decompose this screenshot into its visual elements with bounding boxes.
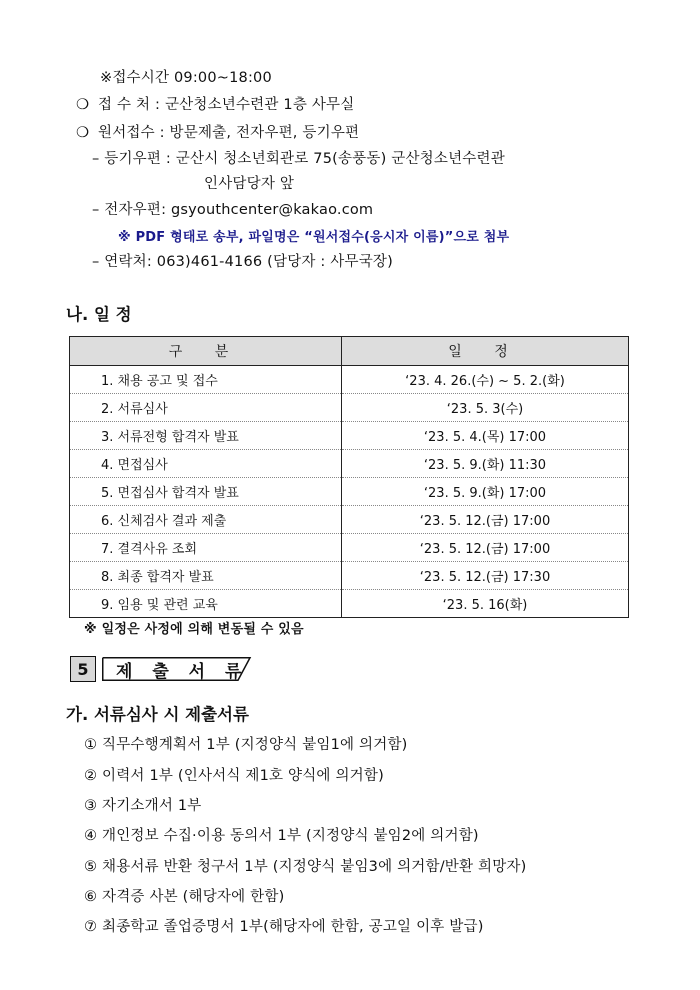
post-address-line1: – 등기우편 : 군산시 청소년회관로 75(송풍동) 군산청소년수련관 xyxy=(92,151,505,167)
table-row xyxy=(70,562,629,590)
schedule-date: ‘23. 4. 26.(수) ~ 5. 2.(화) xyxy=(342,366,629,394)
schedule-col-category: 구 분 xyxy=(70,337,342,366)
table-row xyxy=(70,450,629,478)
contact-line: – 연락처: 063)461-4166 (담당자 : 사무국장) xyxy=(92,254,393,270)
circle-bullet-icon: ❍ xyxy=(76,97,90,113)
reception-method-line xyxy=(76,121,359,142)
email-line: – 전자우편: gsyouthcenter@kakao.com xyxy=(92,202,374,218)
email-note: ※ PDF 형태로 송부, 파일명은 “원서접수(응시자 이름)”으로 첨부 xyxy=(118,230,510,245)
schedule-date: ‘23. 5. 4.(목) 17:00 xyxy=(342,422,629,450)
schedule-category: 7. 결격사유 조회 xyxy=(70,534,342,562)
reception-hours: ※접수시간 09:00~18:00 xyxy=(100,70,272,86)
section-5-header xyxy=(70,656,256,682)
schedule-date: ‘23. 5. 16(화) xyxy=(342,590,629,618)
table-row xyxy=(70,506,629,534)
schedule-col-date: 일 정 xyxy=(342,337,629,366)
schedule-table xyxy=(69,336,629,618)
section-number: 5 xyxy=(70,656,96,682)
table-row xyxy=(70,366,629,394)
list-item: ① 직무수행계획서 1부 (지정양식 붙임1에 의거함) xyxy=(84,737,408,753)
list-item: ③ 자기소개서 1부 xyxy=(84,798,202,814)
schedule-category: 3. 서류전형 합격자 발표 xyxy=(70,422,342,450)
list-item: ⑥ 자격증 사본 (해당자에 한함) xyxy=(84,889,285,905)
schedule-date: ‘23. 5. 12.(금) 17:00 xyxy=(342,506,629,534)
schedule-date: ‘23. 5. 3(수) xyxy=(342,394,629,422)
schedule-category: 1. 채용 공고 및 접수 xyxy=(70,366,342,394)
list-item: ⑤ 채용서류 반환 청구서 1부 (지정양식 붙임3에 의거함/반환 희망자) xyxy=(84,859,527,875)
documents-subheading: 가. 서류심사 시 제출서류 xyxy=(66,705,249,724)
schedule-date: ‘23. 5. 12.(금) 17:00 xyxy=(342,534,629,562)
circle-bullet-icon: ❍ xyxy=(76,125,90,141)
table-row xyxy=(70,478,629,506)
schedule-category: 5. 면접심사 합격자 발표 xyxy=(70,478,342,506)
schedule-date: ‘23. 5. 9.(화) 17:00 xyxy=(342,478,629,506)
table-row xyxy=(70,534,629,562)
schedule-date: ‘23. 5. 12.(금) 17:30 xyxy=(342,562,629,590)
schedule-note: ※ 일정은 사정에 의해 변동될 수 있음 xyxy=(84,622,304,637)
table-row xyxy=(70,422,629,450)
reception-method: 원서접수 : 방문제출, 전자우편, 등기우편 xyxy=(98,125,360,141)
reception-place-line xyxy=(76,93,354,114)
schedule-heading: 나. 일 정 xyxy=(66,305,132,324)
reception-place: 접 수 처 : 군산청소년수련관 1층 사무실 xyxy=(98,97,355,113)
schedule-category: 2. 서류심사 xyxy=(70,394,342,422)
post-address-line2: 인사담당자 앞 xyxy=(204,176,295,192)
schedule-date: ‘23. 5. 9.(화) 11:30 xyxy=(342,450,629,478)
list-item: ④ 개인정보 수집·이용 동의서 1부 (지정양식 붙임2에 의거함) xyxy=(84,828,479,844)
list-item: ⑦ 최종학교 졸업증명서 1부(해당자에 한함, 공고일 이후 발급) xyxy=(84,919,484,935)
schedule-category: 8. 최종 합격자 발표 xyxy=(70,562,342,590)
schedule-header-row xyxy=(70,337,629,366)
section-title-box xyxy=(102,657,256,681)
list-item: ② 이력서 1부 (인사서식 제1호 양식에 의거함) xyxy=(84,768,384,784)
schedule-category: 6. 신체검사 결과 제출 xyxy=(70,506,342,534)
table-row xyxy=(70,394,629,422)
schedule-category: 4. 면접심사 xyxy=(70,450,342,478)
table-row xyxy=(70,590,629,618)
section-title: 제 출 서 류 xyxy=(116,661,249,682)
schedule-category: 9. 임용 및 관련 교육 xyxy=(70,590,342,618)
